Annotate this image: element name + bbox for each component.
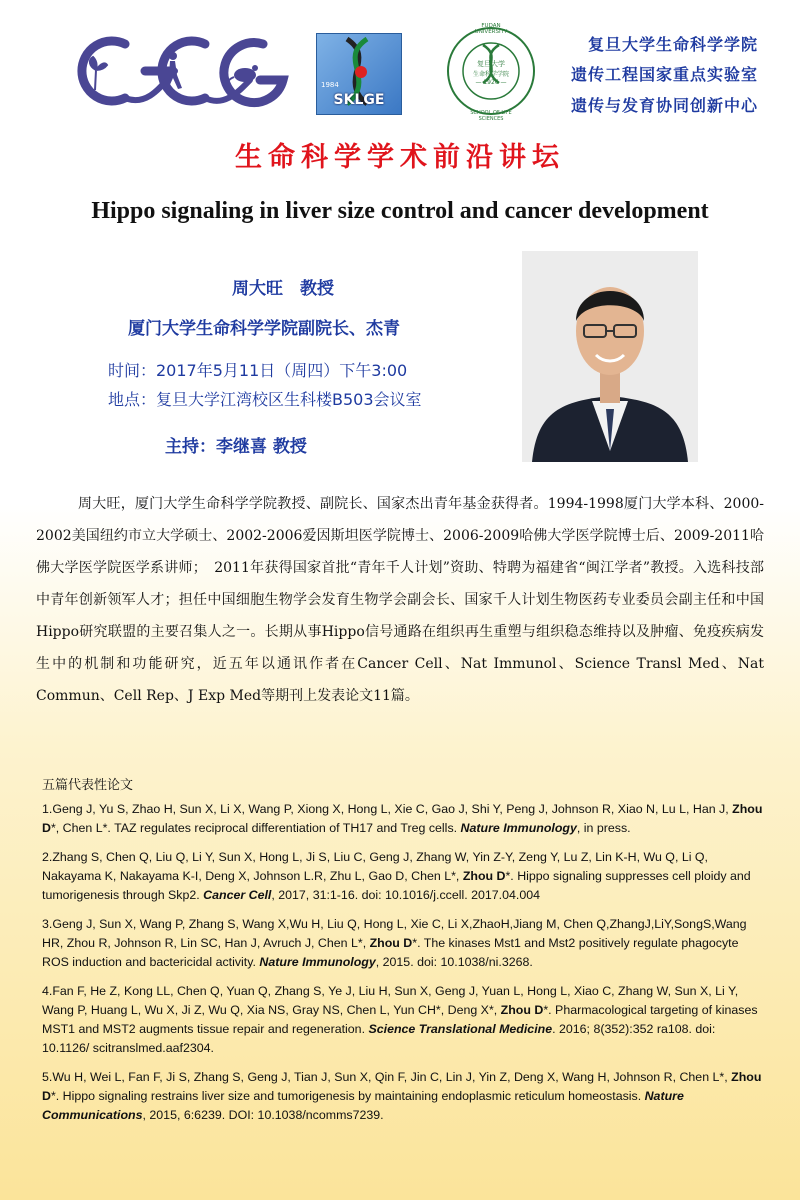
plant-icon — [90, 57, 107, 90]
talk-title: Hippo signaling in liver size control and cancer development — [91, 198, 709, 224]
ccg-logo — [55, 30, 290, 112]
sklge-text: SKLGE — [333, 92, 385, 108]
paper-item: 1.Geng J, Yu S, Zhao H, Sun X, Li X, Wang P, Xiong X, Hong L, Xie C, Gao J, Shi Y, Peng J, Johnson R, Xiao N, Lu L, Han J, Zhou D*, Chen L*. TAZ regulates reciprocal differentiation of TH17 and Treg cells. Nature Immunology, in press. — [42, 802, 763, 835]
institution-line-2: 遗传工程国家重点实验室 — [570, 65, 758, 84]
forum-title: 生命科学学术前沿讲坛 — [235, 142, 565, 173]
event-time: 时间：2017年5月11日（周四）下午3:00 — [108, 361, 408, 380]
paper-item: 5.Wu H, Wei L, Fan F, Ji S, Zhang S, Geng J, Tian J, Sun X, Qin F, Jin C, Lin J, Yin Z, Deng X, Wang H, Johnson R, Chen L*, Zhou D*. Hippo signaling restrains liver size and tumorigenesis by maintaining endoplasmic reticulum homeostasis. Nature Communications, 2015, 6:6239. DOI: 10.1038/ncomms7239. — [42, 1070, 762, 1122]
sklge-year: 1984 — [321, 81, 339, 89]
institution-line-1: 复旦大学生命科学学院 — [587, 35, 758, 54]
seal-ring-top: FUDAN UNIVERSITY — [474, 23, 508, 35]
speaker-affiliation: 厦门大学生命科学学院副院长、杰青 — [128, 319, 400, 339]
speaker-photo — [522, 251, 698, 462]
event-host: 主持：李继喜 教授 — [165, 437, 307, 457]
sklge-logo — [316, 33, 402, 115]
paper-item: 2.Zhang S, Chen Q, Liu Q, Li Y, Sun X, Hong L, Ji S, Liu C, Geng J, Zhang W, Yin Z-Y, Zeng Y, Lu Z, Lin K-H, Wu Q, Li Q, Nakayama K, Nakayama K-I, Deng X, Johnson L.R, Zhu L, Gao D, Chen L*, Zhou D*. Hippo signaling suppresses cell ploidy and tumorigenesis through Skp2. Cancer Cell, 2017, 31:1-16. doi: 10.1016/j.ccell. 2017.04.004 — [42, 850, 751, 902]
mouse-icon — [234, 68, 256, 82]
event-place: 地点：复旦大学江湾校区生科楼B503会议室 — [108, 390, 422, 409]
speaker-name: 周大旺 教授 — [232, 279, 334, 299]
seal-center-2: 生命科学学院 — [472, 71, 509, 78]
seal-center-3: — 1926 — — [475, 79, 507, 86]
institution-line-3: 遗传与发育协同创新中心 — [570, 96, 758, 115]
fudan-life-sciences-seal — [445, 23, 537, 122]
seal-center-1: 复旦大学 — [477, 60, 505, 68]
paper-item: 3.Geng J, Sun X, Wang P, Zhang S, Wang X,Wu H, Liu Q, Hong L, Xie C, Li X,ZhaoH,Jiang M, Chen Q,ZhangJ,LiY,SongS,Wang HR, Zhou R, Johnson R, Lin SC, Han J, Avruch J, Chen L*, Zhou D*. The kinases Mst1 and Mst2 positively regulate phagocyte ROS induction and bactericidal activity. Nature Immunology, 2015. doi: 10.1038/ni.3268. — [42, 917, 747, 969]
speaker-bio: 周大旺，厦门大学生命科学学院教授、副院长、国家杰出青年基金获得者。1994-1998厦门大学本科、2000-2002美国纽约市立大学硕士、2002-2006爱因斯坦医学院博士、2006-2009哈佛大学医学院博士后、2009-2011哈佛大学医学院医学系讲师； 2011年获得国家首批“青年千人计划”资助、特聘为福建省“闽江学者”教授。入选科技部中青年创新领军人才；担任中国细胞生物学会发育生物学会副会长、国家千人计划生物医药专业委员会副主任和中国Hippo研究联盟的主要召集人之一。长期从事Hippo信号通路在组织再生重塑与组织稳态维持以及肿瘤、免疫疾病发生中的机制和功能研究，近五年以通讯作者在Cancer Cell、Nat Immunol、Science Transl Med、Nat Commun、Cell Rep、J Exp Med等期刊上发表论文11篇。 — [36, 496, 764, 704]
papers-heading: 五篇代表性论文 — [42, 778, 134, 793]
seal-ring-bottom: SCHOOL OF LIFE SCIENCES — [470, 110, 512, 122]
paper-item: 4.Fan F, He Z, Kong LL, Chen Q, Yuan Q, Zhang S, Ye J, Liu H, Sun X, Geng J, Yuan L, Hong L, Xiao C, Zhang W, Sun X, Li Y, Wang P, Huang L, Wu X, Ji Z, Wu Q, Xia NS, Gray NS, Chen L, Yun CH*, Deng X*, Zhou D*. Pharmacological targeting of kinases MST1 and MST2 augments tissue repair and regeneration. Science Translational Medicine. 2016; 8(352):352 ra108. doi: 10.1126/ scitranslmed.aaf2304. — [42, 984, 758, 1055]
papers-list — [42, 800, 764, 1135]
